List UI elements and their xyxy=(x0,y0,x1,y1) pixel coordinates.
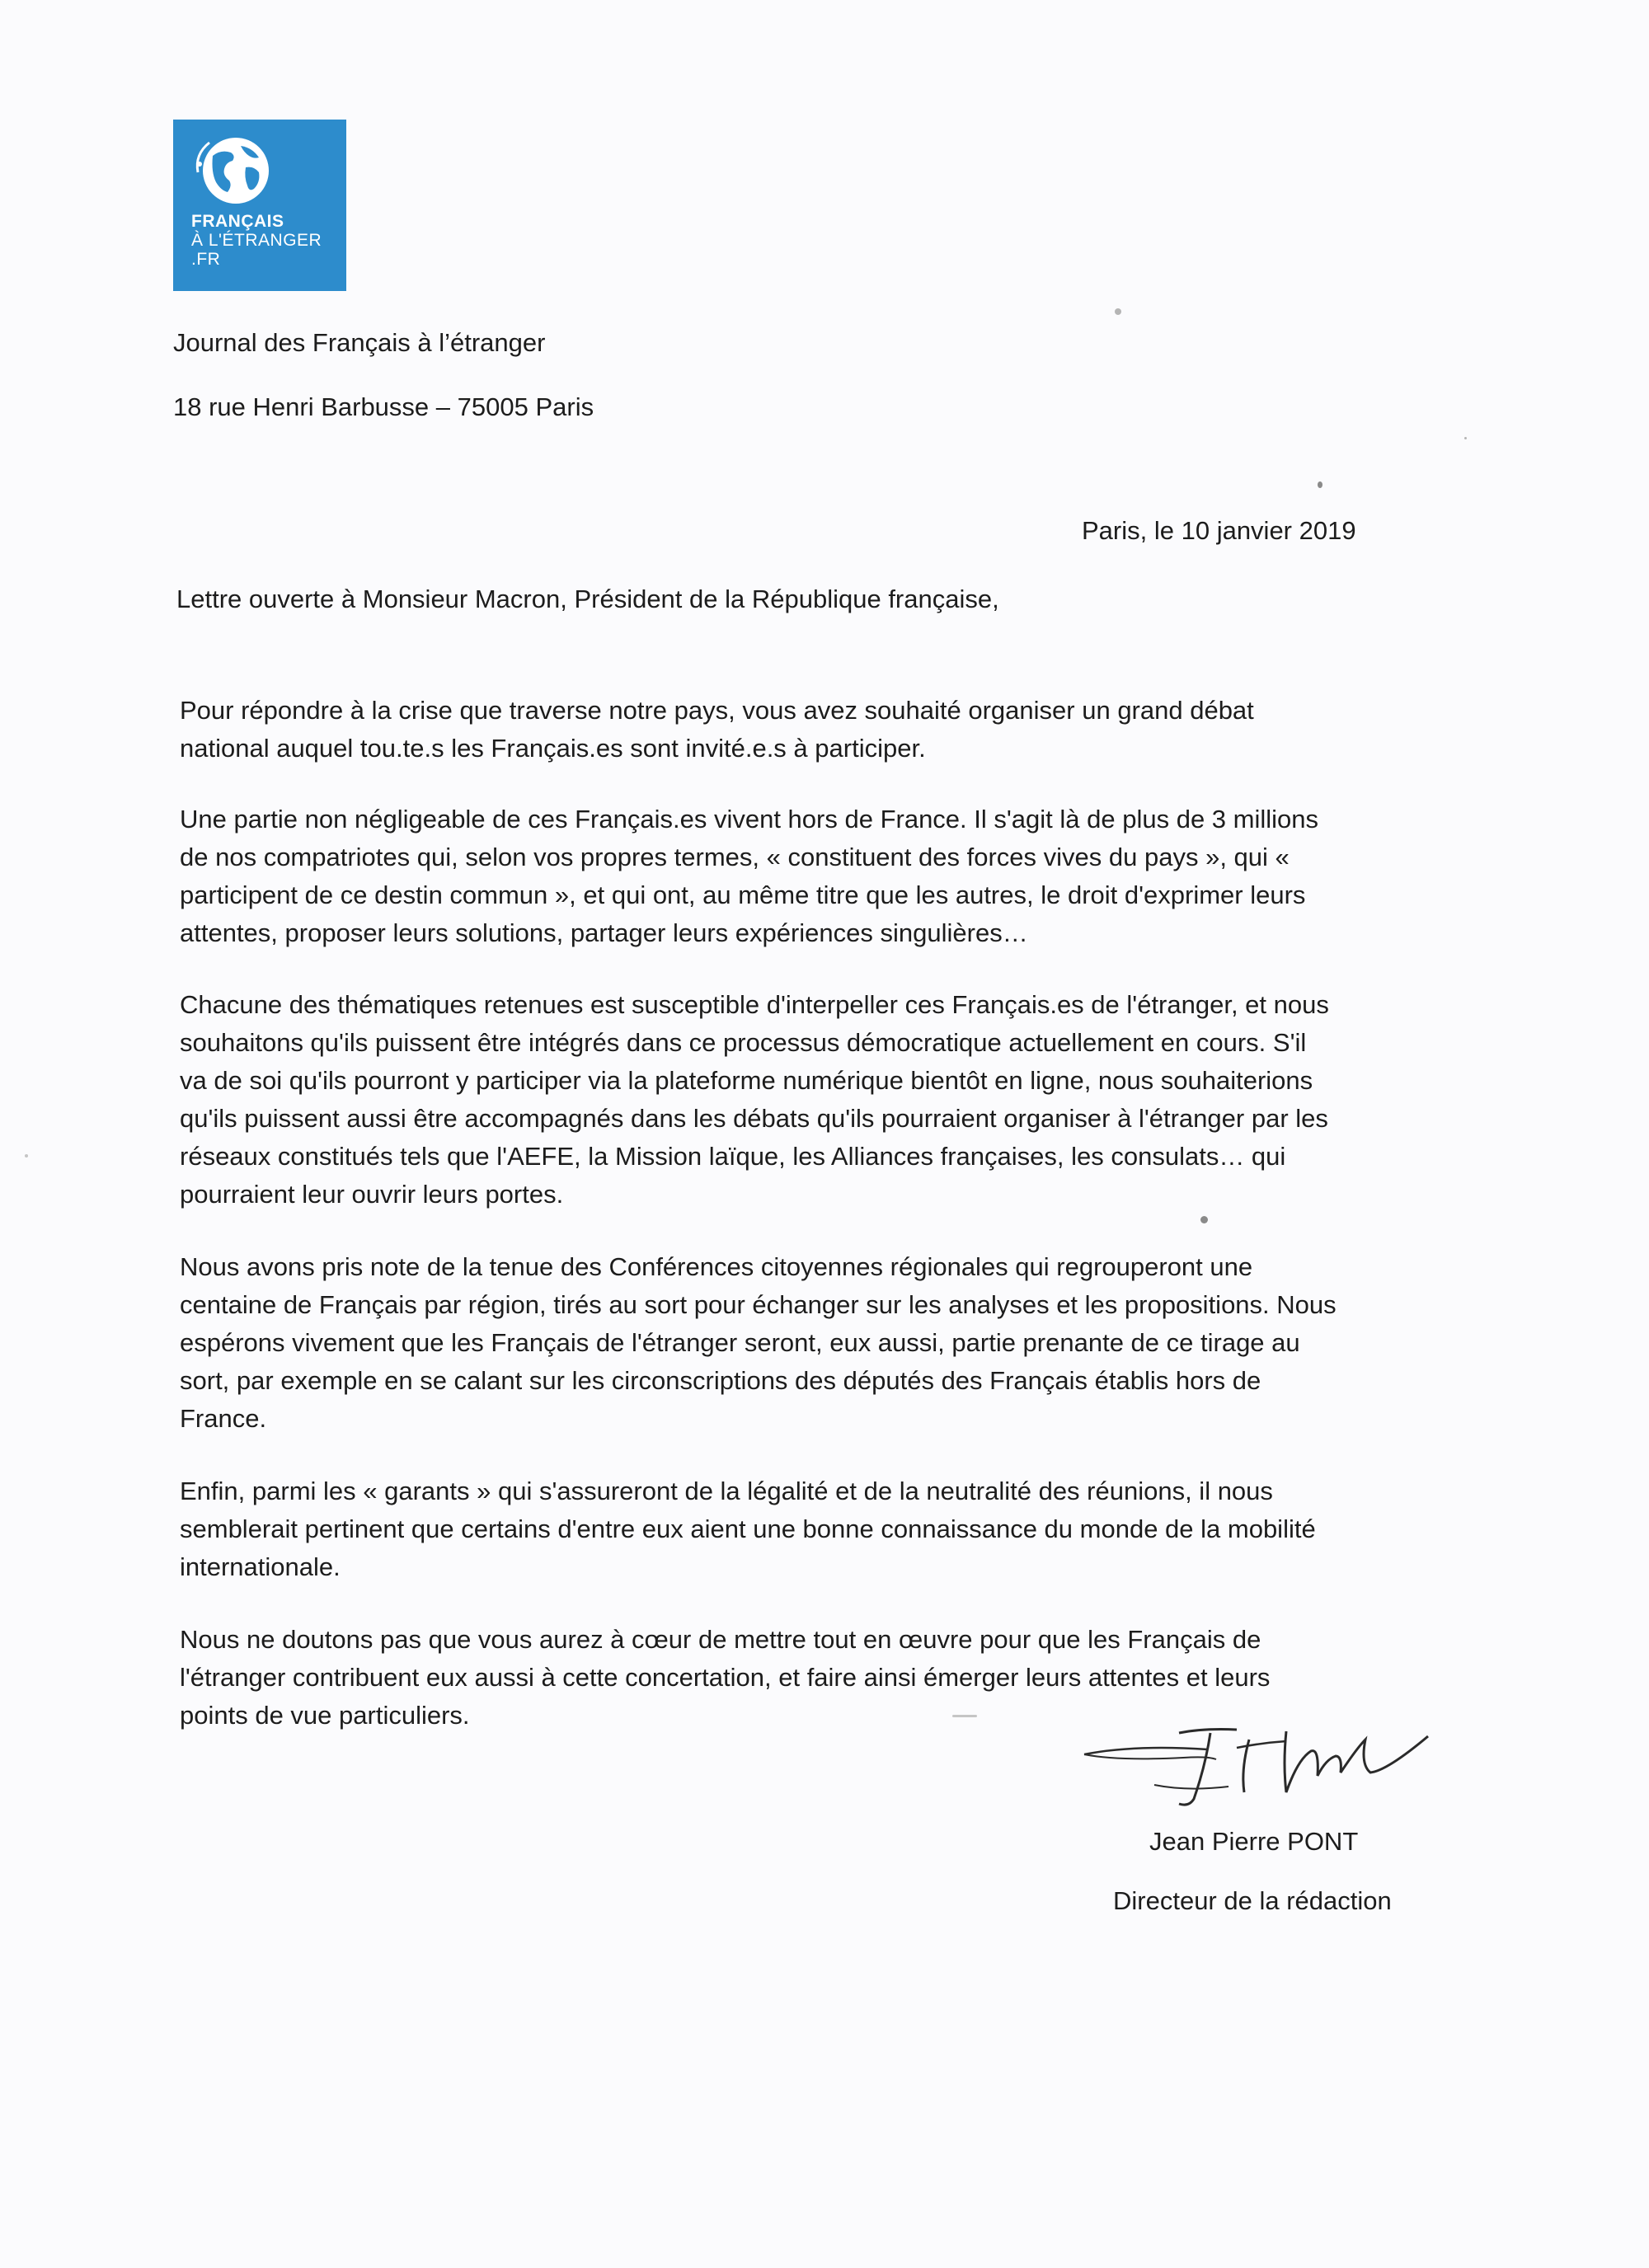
paragraph-6 xyxy=(180,1621,1416,1735)
logo-line-2: À L'ÉTRANGER xyxy=(191,231,322,250)
paragraph-3 xyxy=(180,986,1416,1214)
paragraph-line: participent de ce destin commun », et qui ont, au même titre que les autres, le droit d'exprimer leurs xyxy=(180,880,1306,909)
paragraph-5 xyxy=(180,1472,1416,1586)
paragraph-line: sort, par exemple en se calant sur les circonscriptions des députés des Français établis hors de xyxy=(180,1366,1261,1395)
paragraph-line: Chacune des thématiques retenues est susceptible d'interpeller ces Français.es de l'étranger, et nous xyxy=(180,990,1329,1019)
paragraph-line: Une partie non négligeable de ces Français.es vivent hors de France. Il s'agit là de plus de 3 millions xyxy=(180,805,1319,833)
paragraph-line: Enfin, parmi les « garants » qui s'assureront de la légalité et de la neutralité des réunions, il nous xyxy=(180,1477,1273,1505)
signatory-name: Jean Pierre PONT xyxy=(1149,1827,1359,1856)
paragraph-line: national auquel tou.te.s les Français.es sont invité.e.s à participer. xyxy=(180,734,926,763)
letter-subject: Lettre ouverte à Monsieur Macron, Président de la République française, xyxy=(176,585,999,613)
scan-speck xyxy=(952,1715,977,1717)
paragraph-4 xyxy=(180,1248,1416,1438)
paragraph-line: France. xyxy=(180,1404,267,1433)
scan-speck xyxy=(1318,481,1322,488)
paragraph-line: l'étranger contribuent eux aussi à cette concertation, et faire ainsi émerger leurs attentes et leurs xyxy=(180,1663,1271,1692)
paragraph-line: Nous avons pris note de la tenue des Conférences citoyennes régionales qui regrouperont une xyxy=(180,1252,1253,1281)
logo-line-3: .FR xyxy=(191,250,221,269)
logo xyxy=(173,120,346,291)
signatory-title: Directeur de la rédaction xyxy=(1113,1886,1392,1915)
logo-wordmark xyxy=(191,212,322,269)
handwritten-signature xyxy=(1080,1723,1451,1814)
letter-date: Paris, le 10 janvier 2019 xyxy=(1082,516,1356,545)
sender-address: 18 rue Henri Barbusse – 75005 Paris xyxy=(173,392,594,421)
paragraph-line: souhaitons qu'ils puissent être intégrés dans ce processus démocratique actuellement en cours. S'il xyxy=(180,1028,1307,1057)
paragraph-line: qu'ils puissent aussi être accompagnés dans les débats qu'ils pourraient organiser à l'étranger par les xyxy=(180,1104,1328,1133)
paragraph-line: centaine de Français par région, tirés au sort pour échanger sur les analyses et les propositions. Nous xyxy=(180,1290,1337,1319)
paragraph-line: espérons vivement que les Français de l'étranger seront, eux aussi, partie prenante de ce tirage au xyxy=(180,1328,1300,1357)
paragraph-line: réseaux constitués tels que l'AEFE, la Mission laïque, les Alliances françaises, les consulats… qui xyxy=(180,1142,1286,1171)
paragraph-line: internationale. xyxy=(180,1552,341,1581)
paragraph-2 xyxy=(180,801,1416,952)
paragraph-line: de nos compatriotes qui, selon vos propres termes, « constituent des forces vives du pays », qui « xyxy=(180,843,1290,871)
paragraph-1 xyxy=(180,692,1416,768)
paragraph-line: semblerait pertinent que certains d'entre eux aient une bonne connaissance du monde de la mobilité xyxy=(180,1514,1316,1543)
globe-icon xyxy=(188,131,279,209)
paragraph-line: Nous ne doutons pas que vous aurez à cœur de mettre tout en œuvre pour que les Français de xyxy=(180,1625,1261,1654)
scan-speck xyxy=(25,1154,28,1157)
logo-line-1: FRANÇAIS xyxy=(191,212,284,231)
sender-name: Journal des Français à l’étranger xyxy=(173,328,546,357)
scan-speck xyxy=(1200,1216,1208,1223)
scan-speck xyxy=(1115,308,1121,315)
paragraph-line: points de vue particuliers. xyxy=(180,1701,470,1730)
paragraph-line: va de soi qu'ils pourront y participer via la plateforme numérique bientôt en ligne, nous souhaiterions xyxy=(180,1066,1313,1095)
paragraph-line: Pour répondre à la crise que traverse notre pays, vous avez souhaité organiser un grand débat xyxy=(180,696,1254,725)
paragraph-line: attentes, proposer leurs solutions, partager leurs expériences singulières… xyxy=(180,918,1028,947)
scan-speck xyxy=(1464,437,1467,439)
paragraph-line: pourraient leur ouvrir leurs portes. xyxy=(180,1180,564,1209)
